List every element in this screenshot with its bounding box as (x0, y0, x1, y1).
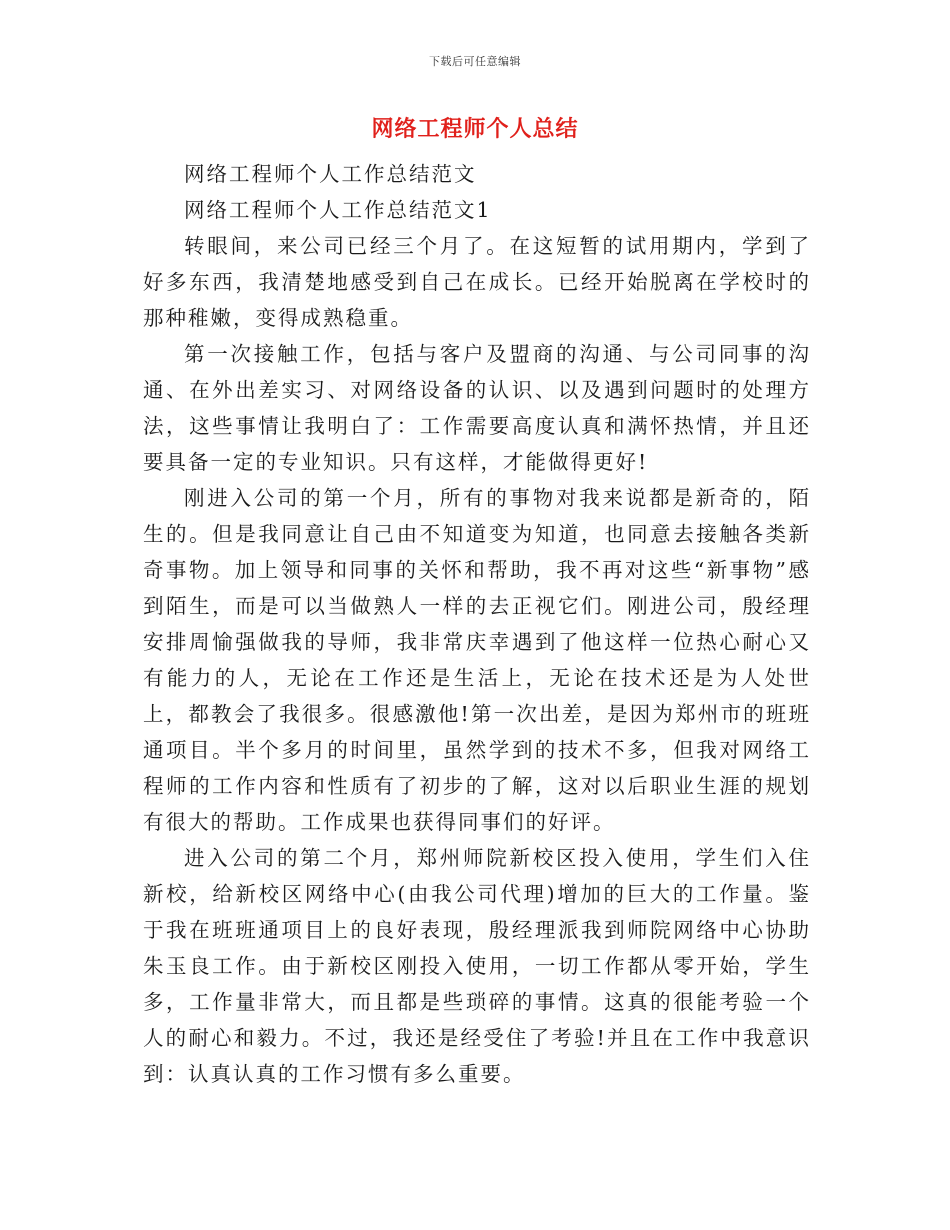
body-paragraph: 第一次接触工作，包括与客户及盟商的沟通、与公司同事的沟通、在外出差实习、对网络设备的认识、以及遇到问题时的处理方法，这些事情让我明白了：工作需要高度认真和满怀热情，并且还要具备一定的专业知识。只有这样，才能做得更好! (143, 342, 811, 474)
body-paragraph: 刚进入公司的第一个月，所有的事物对我来说都是新奇的，陌生的。但是我同意让自己由不知道变为知道，也同意去接触各类新奇事物。加上领导和同事的关怀和帮助，我不再对这些“新事物”感到陌生，而是可以当做熟人一样的去正视它们。刚进公司，殷经理安排周愉强做我的导师，我非常庆幸遇到了他这样一位热心耐心又有能力的人，无论在工作还是生活上，无论在技术还是为人处世上，都教会了我很多。很感激他!第一次出差，是因为郑州市的班班通项目。半个多月的时间里，虽然学到的技术不多，但我对网络工程师的工作内容和性质有了初步的了解，这对以后职业生涯的规划有很大的帮助。工作成果也获得同事们的好评。 (143, 486, 811, 834)
document-title: 网络工程师个人总结 (371, 116, 579, 142)
header-note: 下载后可任意编辑 (429, 55, 521, 68)
document-body (143, 156, 811, 1092)
subtitle-line: 网络工程师个人工作总结范文1 (184, 198, 492, 222)
subtitle-line: 网络工程师个人工作总结范文 (184, 162, 477, 186)
body-paragraph: 转眼间，来公司已经三个月了。在这短暂的试用期内，学到了好多东西，我清楚地感受到自己在成长。已经开始脱离在学校时的那种稚嫩，变得成熟稳重。 (143, 234, 811, 330)
body-paragraph: 进入公司的第二个月，郑州师院新校区投入使用，学生们入住新校，给新校区网络中心(由我公司代理)增加的巨大的工作量。鉴于我在班班通项目上的良好表现，殷经理派我到师院网络中心协助朱玉良工作。由于新校区刚投入使用，一切工作都从零开始，学生多，工作量非常大，而且都是些琐碎的事情。这真的很能考验一个人的耐心和毅力。不过，我还是经受住了考验!并且在工作中我意识到：认真认真的工作习惯有多么重要。 (143, 846, 811, 1086)
